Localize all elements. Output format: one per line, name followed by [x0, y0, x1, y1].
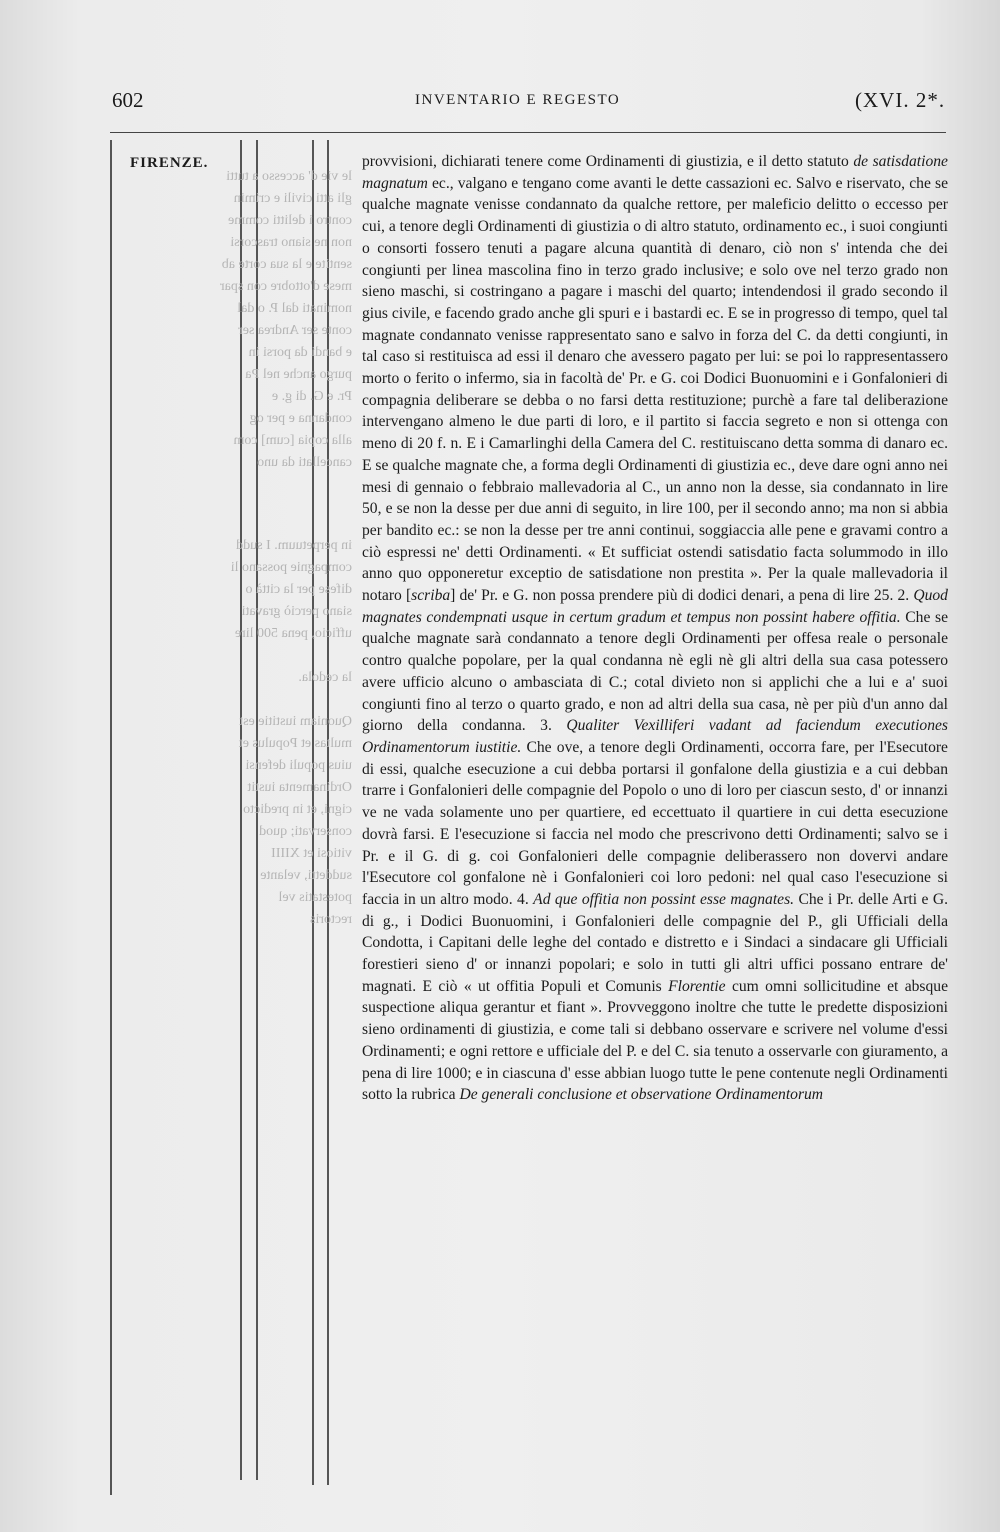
body-paragraph: [362, 151, 948, 1106]
italic-run: Quod magnates condempnati usque in certum gradum et tempus non possint habere offitia.: [362, 587, 948, 626]
italic-run: de satisdatione magnatum: [362, 153, 948, 192]
running-head: [0, 88, 1000, 118]
italic-run: Florentie: [668, 977, 726, 995]
text-run: provvisioni, dichiarati tenere come Ordinamenti di giustizia, e il detto statuto: [362, 153, 854, 170]
main-text: [362, 151, 948, 1106]
header-rule: [110, 132, 946, 133]
text-run: Che se qualche magnate sarà condannato a tenore degli Ordinamenti per offesa reale o personale contro qualche popolare, per la qual condanna nè egli nè gli altri della sua casa potessero avere ufficio alcuno o ambasciata di C.; cotal divieto non si applichi che a lui e a' suoi congiunti fino al terzo o quarto grado, e non ad altri della sua casa, nè per più d'un anno dal giorno della condanna. 3.: [362, 608, 949, 735]
italic-run: Qualiter Vexilliferi vadant ad faciendum executiones Ordinamentorum iustitie.: [362, 717, 948, 756]
bleed-through-upper: le vie d' accesso a tutti gli atti civili e crimin contro i delitti comme non ne siano trascorsi sentite e la sua corte ab mese d'ottobre con spar nominati dal P. o dal conte ser Andrea ser e bandi da porsi in purgo anche nel Pa Pr. e G. di g. e condanna e per og alla copia [cum] com cancellati da uno: [220, 169, 352, 470]
page-number: 602: [112, 88, 144, 112]
italic-run: Ad que offitia non possint esse magnates.: [533, 890, 795, 908]
italic-run: De generali conclusione et observatione Ordinamentorum: [459, 1086, 824, 1104]
volume-mark: (XVI. 2*.: [855, 88, 946, 112]
margin-place-name: FIRENZE.: [130, 155, 209, 171]
text-run: Che ove, a tenore degli Ordinamenti, occorra fare, per l'Esecutore di essi, qualche esecuzione a cui debba portarsi il gonfalone della giustizia e a cui debban trarre i Gonfalonieri delle compagnie del Popolo o uno di loro per ciascun sesto, d' or innanzi ve ne vada solamente uno per quartiere, ed eccettuato il quartiere in cui detta esecuzione dovrà farsi. E l'esecuzione si faccia nel modo che prescrivono detti Ordinamenti; salvo se i Pr. e il G. di g. coi Gonfalonieri delle compagnie deliberassero non dovervi andare l'Esecutore col gonfalone nè i Gonfalonieri coi loro pedoni: nel qual caso l'esecuzione si faccia in un altro modo. 4.: [362, 738, 948, 908]
running-title: INVENTARIO E REGESTO: [415, 92, 621, 108]
text-run: ec., valgano e tengano come avanti le dette cassazioni ec. Salvo e riservato, che se qualche magnate venisse condannato da qualche rettore, per maleficio delitto o eccesso per cui, a tenore degli Ordinamenti di giustizia o di altro statuto, ordinamento ec., i suoi congiunti o consorti fossero tenuti a pagare alcuna quantità di denaro, ciò non s' intenda che dei congiunti per linea mascolina fino in terzo grado inclusive; e solo ove nel terzo grado non sieno maschi, si costringano a pagare i maschi del quarto; intendendosi il grado secondo il gius civile, e facendo grado anche gli spuri e i bastardi ec. E se in progresso di tempo, quel tal magnate condannato venisse rappresentato sano e salvo in forza del C. da detti congiunti, in tal caso si restituisca ad essi il denaro che avessero pagato per lui: se poi lo rappresentassero morto o ferito o infermo, sia in facoltà de' Pr. e G. coi Dodici Buonuomini e i Gonfalonieri di compagnia deliberare se debba o no farsi detta restituzione; purchè a fare tal deliberazione intervengano almeno le due parti di loro, e il partito si faccia segreto e non si ottenga con meno di 20 f. n. E i Camarlinghi della Camera del C. restituiscano detta somma di danaro ec. E se qualche magnate che, a forma degli Ordinamenti di giustizia ec., deve dare ogni anno nei mesi di gennaio o febbraio mallevadoria al C., un anno non la desse, sia condannato in lire 50, e se non la desse per due anni di seguito, in lire 100, per il secondo anno; ma non si abbia per bandito ec.: se non la desse per tre anni continui, soggiaccia alle pene e gravami contro a ciò espressi ne' detti Ordinamenti. « Et sufficiat ostendi satisdatio facta solummodo in illo anno quo opponeretur exceptio de satisdatione non prestita ». Per la quale mallevadoria il notaro [: [362, 174, 948, 605]
italic-run: scriba: [411, 587, 451, 605]
bleed-through-lower: in perpetuum. I sudd compagnie possano li difese per la città o siano perciò gravati ufficio, pena 500 lire la cedola. Quoniam iustitie est multas et Populus et uius populi defensi Ordinamenta iustit cigni, et in predicto conservati; quod vitiosi et XIIII suddetti, velante potestatis vel rectoris: [230, 538, 352, 927]
text-run: Che i Pr. delle Arti e G. di g., i Dodici Buonuomini, i Gonfalonieri delle compagnie del P., gli Ufficiali della Condotta, i Capitani delle leghe del contado e distretto e i Sindaci a sindacare gli Ufficiali forestieri sieno d' or innanzi popolari; e solo in tutti gli altri uffici possano entrare de' magnati. E ciò « ut offitia Populi et Comunis: [362, 890, 949, 995]
text-run: cum omni sollicitudine et absque suspectione aliqua gerantur et fiant ». Provveggono inoltre che tutte le predette disposizioni sieno ordinamenti di giustizia, e come tali si debbano osservare e scrivere nel volume d'essi Ordinamenti; e ogni rettore e ufficiale del P. e del C. sia tenuto a osservarle con giuramento, a pena di lire 1000; e in ciascuna d' esse abbian luogo tutte le pene contenute negli Ordinamenti sotto la rubrica: [362, 977, 948, 1104]
text-run: ] de' Pr. e G. non possa prendere più di dodici denari, a pena di lire 25. 2.: [450, 587, 914, 605]
